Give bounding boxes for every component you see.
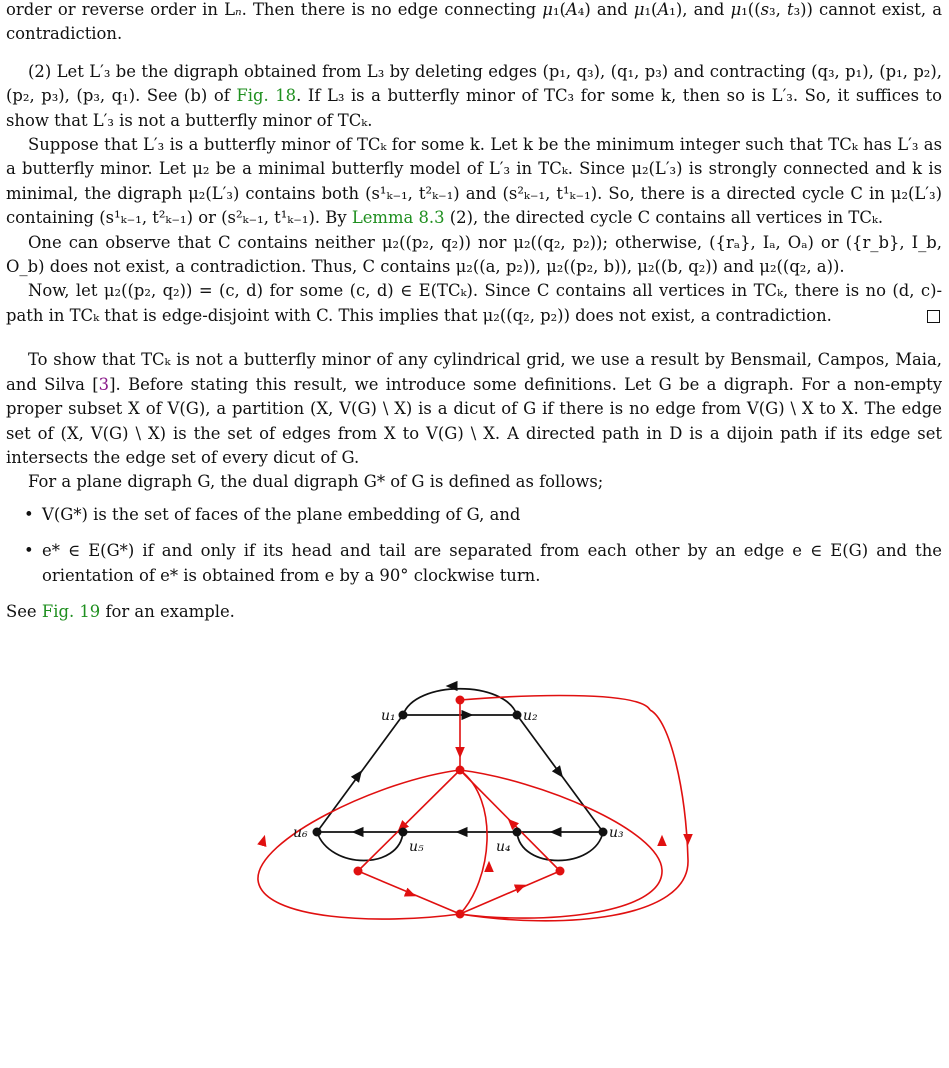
dual-vertex bbox=[556, 867, 565, 876]
label-u5: u₅ bbox=[409, 839, 424, 855]
vertex-u4 bbox=[513, 828, 522, 837]
dual-arrow bbox=[510, 821, 515, 826]
lemma-link[interactable]: Lemma 8.3 bbox=[351, 208, 445, 228]
fig19-link[interactable]: Fig. 19 bbox=[41, 601, 101, 621]
list-item: • e* ∈ E(G*) if and only if its head and tail are separated from each other by an edge e ∈ E(G) and the orientation of e* is obtained from e by a 90° clockwise turn. bbox=[24, 541, 942, 585]
vertex-u2 bbox=[513, 711, 522, 720]
arrow-u6-u1 bbox=[357, 773, 360, 777]
paragraph-case-2: (2) Let L′₃ be the digraph obtained from L₃ by deleting edges (p₁, q₃), (q₁, p₃) and contracting (q₃, p₁), (p₁, p₂), (p₂, p₃), (p₃, q₁). See (b) of Fig. 18. If L₃ is a butterfly minor of TC₃ for some k, then so is L′₃. So, it suffices to show that L′₃ is not a butterfly minor of TCₖ. bbox=[6, 61, 942, 130]
label-u3: u₃ bbox=[609, 825, 624, 841]
label-u1: u₁ bbox=[381, 708, 396, 724]
dual-vertex bbox=[456, 696, 465, 705]
label-u4: u₄ bbox=[496, 839, 511, 855]
list-item: • V(G*) is the set of faces of the plane embedding of G, and bbox=[24, 504, 521, 524]
fig18-link[interactable]: Fig. 18 bbox=[236, 86, 297, 106]
dual-vertex bbox=[456, 766, 465, 775]
vertex-u6 bbox=[313, 828, 322, 837]
paragraph-continuation: order or reverse order in Lₙ. Then there is no edge connecting μ₁(A₄) and μ₁(A₁), and μ₁((s₃, t₃)) cannot exist, a contradiction. bbox=[6, 0, 943, 44]
dual-edge bbox=[460, 770, 487, 914]
dual-edge-outer-left bbox=[258, 770, 460, 919]
paragraph-see-fig: See Fig. 19 for an example. bbox=[6, 601, 235, 621]
dual-edge bbox=[460, 696, 650, 710]
label-u6: u₆ bbox=[293, 825, 308, 841]
dual-edge bbox=[358, 871, 460, 914]
citation-link[interactable]: 3 bbox=[98, 374, 110, 394]
edge-u6-u5 bbox=[317, 832, 403, 861]
paragraph-dual-def: For a plane digraph G, the dual digraph G* of G is defined as follows; bbox=[28, 472, 604, 492]
vertex-u1 bbox=[399, 711, 408, 720]
edge-u3-u4 bbox=[517, 832, 603, 861]
paragraph-observe: One can observe that C contains neither μ₂((p₂, q₂)) nor μ₂((q₂, p₂)); otherwise, ({rₐ}, Iₐ, Oₐ) or ({r_b}, I_b, O_b) does not exist, a contradiction. Thus, C contains μ₂((a, p₂)), μ₂((p₂, b)), μ₂((b, q₂)) and μ₂((q₂, a)). bbox=[6, 232, 942, 277]
dual-vertices bbox=[354, 696, 565, 919]
label-u2: u₂ bbox=[523, 708, 538, 724]
dual-edge bbox=[460, 770, 560, 871]
dual-arrow bbox=[262, 838, 264, 845]
paragraph-suppose: Suppose that L′₃ is a butterfly minor of TCₖ for some k. Let k be the minimum integer such that TCₖ has L′₃ as a butterfly minor. Let μ₂ be a minimal butterfly model of L′₃ in TCₖ. Since μ₂(L′₃) is strongly connected and k is minimal, the digraph μ₂(L′₃) contains both (s¹ₖ₋₁, t²ₖ₋₁) and (s²ₖ₋₁, t¹ₖ₋₁). So, there is a directed cycle C in μ₂(L′₃) containing (s¹ₖ₋₁, t²ₖ₋₁) or (s²ₖ₋₁, t¹ₖ₋₁). By Lemma 8.3 (2), the directed cycle C contains all vertices in TCₖ. bbox=[6, 135, 942, 228]
paragraph-now: Now, let μ₂((p₂, q₂)) = (c, d) for some (c, d) ∈ E(TCₖ). Since C contains all vertices in TCₖ, there is no (d, c)-path in TCₖ that is edge-disjoint with C. This implies that μ₂((q₂, p₂)) does not exist, a contradiction. bbox=[6, 281, 942, 325]
dual-vertex bbox=[456, 910, 465, 919]
vertex-labels bbox=[293, 708, 624, 855]
dual-edges bbox=[258, 696, 688, 921]
dual-edge-outer-right bbox=[460, 770, 662, 918]
dual-edge bbox=[358, 770, 460, 871]
dual-vertex bbox=[354, 867, 363, 876]
arrow-u2-u3 bbox=[558, 771, 561, 775]
paragraph-bensmail: To show that TCₖ is not a butterfly minor of any cylindrical grid, we use a result by Bensmail, Campos, Maia, and Silva [3]. Before stating this result, we introduce some definitions. Let G be a digraph. For a non-empty proper subset X of V(G), a partition (X, V(G) \ X) is a dicut of G if there is no edge from V(G) \ X to X. The edge set of (X, V(G) \ X) is the set of edges from X to V(G) \ X. A directed path in D is a dijoin path if its edge set intersects the edge set of every dicut of G. bbox=[6, 350, 942, 467]
vertex-u3 bbox=[599, 828, 608, 837]
vertex-u5 bbox=[399, 828, 408, 837]
